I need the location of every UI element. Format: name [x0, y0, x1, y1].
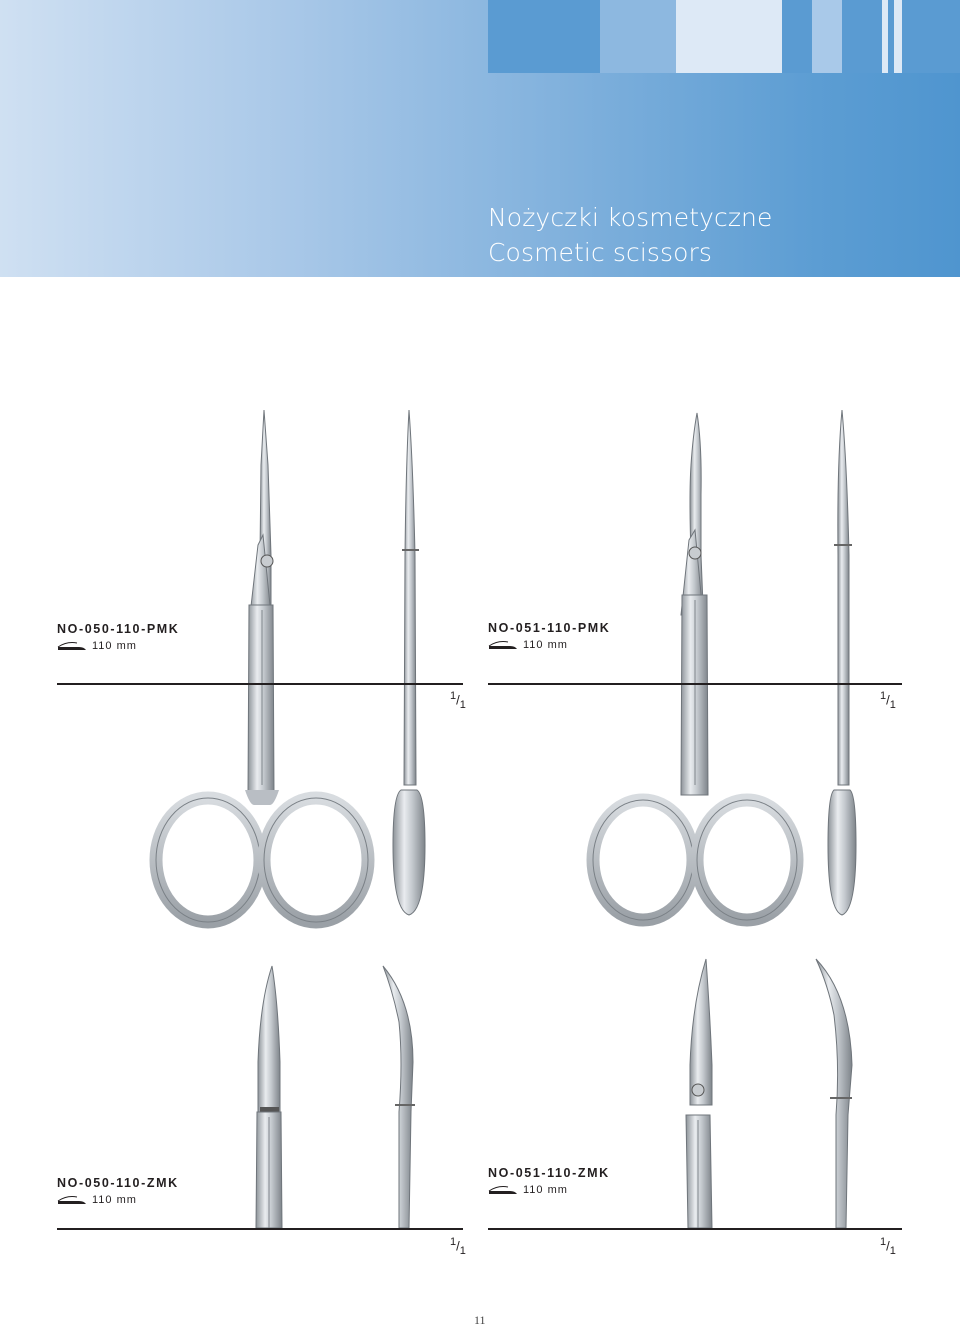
scale-denominator: 1	[459, 1244, 466, 1257]
header-tab-block	[842, 0, 882, 73]
size-row	[57, 640, 137, 652]
scale-denominator: 1	[889, 698, 896, 711]
header-tab-block	[676, 0, 782, 73]
scissors-side-view-image	[810, 955, 870, 1230]
scissors-side-view-image	[385, 405, 435, 925]
scissors-side-view-image	[375, 962, 435, 1230]
scissors-front-view-image	[240, 962, 300, 1230]
scissors-length-icon	[488, 640, 518, 650]
size-row	[488, 639, 568, 651]
baseline-rule	[488, 1228, 902, 1230]
baseline-rule	[57, 1228, 463, 1230]
scale-denominator: 1	[459, 698, 466, 711]
product-size: 110 mm	[523, 639, 568, 651]
baseline-rule	[488, 683, 902, 685]
product-code: NO-050-110-PMK	[57, 622, 180, 636]
scissors-front-view-image	[150, 405, 380, 925]
scale-denominator: 1	[889, 1244, 896, 1257]
scissors-front-view-image	[585, 405, 815, 925]
header-tab-block	[488, 0, 600, 73]
scale-ratio: $^1/_1$	[450, 1236, 466, 1257]
page-title	[488, 200, 772, 270]
product-code: NO-050-110-ZMK	[57, 1176, 179, 1190]
product-size: 110 mm	[92, 1194, 137, 1206]
header-tab-block	[600, 0, 676, 73]
header-tab-block	[812, 0, 842, 73]
header-tab-block	[782, 0, 812, 73]
page-number: 11	[474, 1313, 486, 1327]
title-english: Cosmetic scissors	[488, 238, 713, 267]
size-row	[57, 1194, 137, 1206]
scissors-side-view-image	[820, 405, 870, 925]
scale-ratio: $^1/_1$	[880, 690, 896, 711]
scale-numerator: 1	[880, 1236, 887, 1248]
product-size: 110 mm	[92, 640, 137, 652]
scissors-length-icon	[488, 1185, 518, 1195]
product-size: 110 mm	[523, 1184, 568, 1196]
product-code: NO-051-110-ZMK	[488, 1166, 610, 1180]
scissors-length-icon	[57, 1195, 87, 1205]
header-tab-block	[894, 0, 902, 73]
scale-numerator: 1	[880, 690, 887, 702]
header-tab-block	[902, 0, 960, 73]
header-banner	[0, 0, 960, 277]
scale-ratio: $^1/_1$	[450, 690, 466, 711]
scale-numerator: 1	[450, 690, 457, 702]
title-polish: Nożyczki kosmetyczne	[488, 203, 773, 232]
baseline-rule	[57, 683, 463, 685]
scale-numerator: 1	[450, 1236, 457, 1248]
product-code: NO-051-110-PMK	[488, 621, 611, 635]
size-row	[488, 1184, 568, 1196]
scale-ratio: $^1/_1$	[880, 1236, 896, 1257]
scissors-front-view-image	[670, 955, 730, 1230]
scissors-length-icon	[57, 641, 87, 651]
